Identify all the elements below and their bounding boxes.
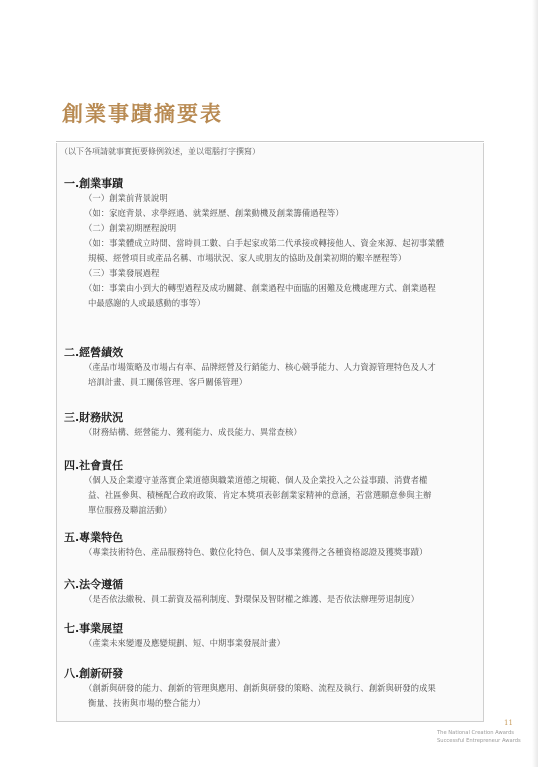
- section-4: [64, 459, 431, 518]
- section-line: （如：事業體成立時間、當時員工數、白手起家或第二代承接或轉接他人、資金來源、起初事業體: [84, 238, 445, 248]
- section-1: [64, 177, 444, 311]
- section-5: [64, 531, 427, 560]
- section-line: （專業技術特色、產品服務特色、數位化特色、個人及事業獲得之各種資格認證及獲獎事蹟）: [84, 547, 428, 557]
- section-line: 規模、經營項目或產品名稱、市場狀況、家人或朋友的協助及創業初期的艱辛歷程等）: [88, 253, 407, 263]
- section-line: （如：事業由小到大的轉型過程及成功關鍵、創業過程中面臨的困難及危機處理方式、創業過程: [84, 283, 436, 293]
- section-line: （財務結構、經營能力、獲利能力、成長能力、異常查核）: [84, 427, 302, 437]
- section-8: [64, 667, 436, 711]
- section-line: 培訓計畫、員工關係管理、客戶關係管理）: [88, 377, 248, 387]
- section-heading: 三.財務狀況: [64, 411, 124, 424]
- footer-line: Successful Entrepreneur Awards: [437, 738, 521, 744]
- section-line: （二）創業初期歷程說明: [84, 223, 177, 233]
- section-line: （個人及企業遵守並落實企業道德與職業道德之規範、個人及企業投入之公益事蹟、消費者權: [84, 475, 428, 485]
- section-heading: 七.事業展望: [64, 622, 124, 635]
- page-edge-shadow: [532, 0, 538, 767]
- section-heading: 五.專業特色: [64, 531, 124, 544]
- page-title: 創業事蹟摘要表: [62, 102, 223, 126]
- section-2: [64, 346, 436, 390]
- section-heading: 一.創業事蹟: [64, 177, 124, 190]
- section-line: 衡量、技術與市場的整合能力）: [88, 698, 206, 708]
- section-line: （產業未來變遷及應變規劃、短、中期事業發展計畫）: [84, 638, 285, 648]
- page-number: 11: [504, 719, 513, 727]
- section-6: [64, 578, 419, 607]
- section-line: （產品市場策略及市場占有率、品牌經營及行銷能力、核心競爭能力、人力資源管理特色及人才: [84, 362, 436, 372]
- section-heading: 二.經營績效: [64, 346, 124, 359]
- section-line: 益、社區參與、積極配合政府政策、肯定本獎項表彰創業家精神的意涵，若當選願意參與主辦: [88, 490, 432, 500]
- section-line: （是否依法繳稅、員工薪資及福利制度、對環保及智財權之維護、是否依法辦理勞退制度）: [84, 594, 419, 604]
- instruction-note: （以下各項請就事實扼要條例敘述，並以電腦打字撰寫）: [60, 147, 260, 156]
- section-line: 單位服務及聯誼活動）: [88, 505, 172, 515]
- section-line: （創新與研發的能力、創新的管理與應用、創新與研發的策略、流程及執行、創新與研發的成果: [84, 683, 436, 693]
- section-heading: 八.創新研發: [64, 667, 124, 680]
- section-3: [64, 411, 302, 440]
- section-line: （如：家庭背景、求學經過、就業經歷、創業動機及創業籌備過程等）: [84, 208, 344, 218]
- section-7: [64, 622, 285, 651]
- section-line: 中最感謝的人或最感動的事等）: [88, 298, 206, 308]
- footer-line: The National Creation Awards: [437, 730, 514, 736]
- section-line: （三）事業發展過程: [84, 268, 160, 278]
- section-heading: 四.社會責任: [64, 459, 124, 472]
- title-divider: [56, 141, 484, 142]
- section-line: （一）創業前背景說明: [84, 193, 168, 203]
- section-heading: 六.法令遵循: [64, 578, 124, 591]
